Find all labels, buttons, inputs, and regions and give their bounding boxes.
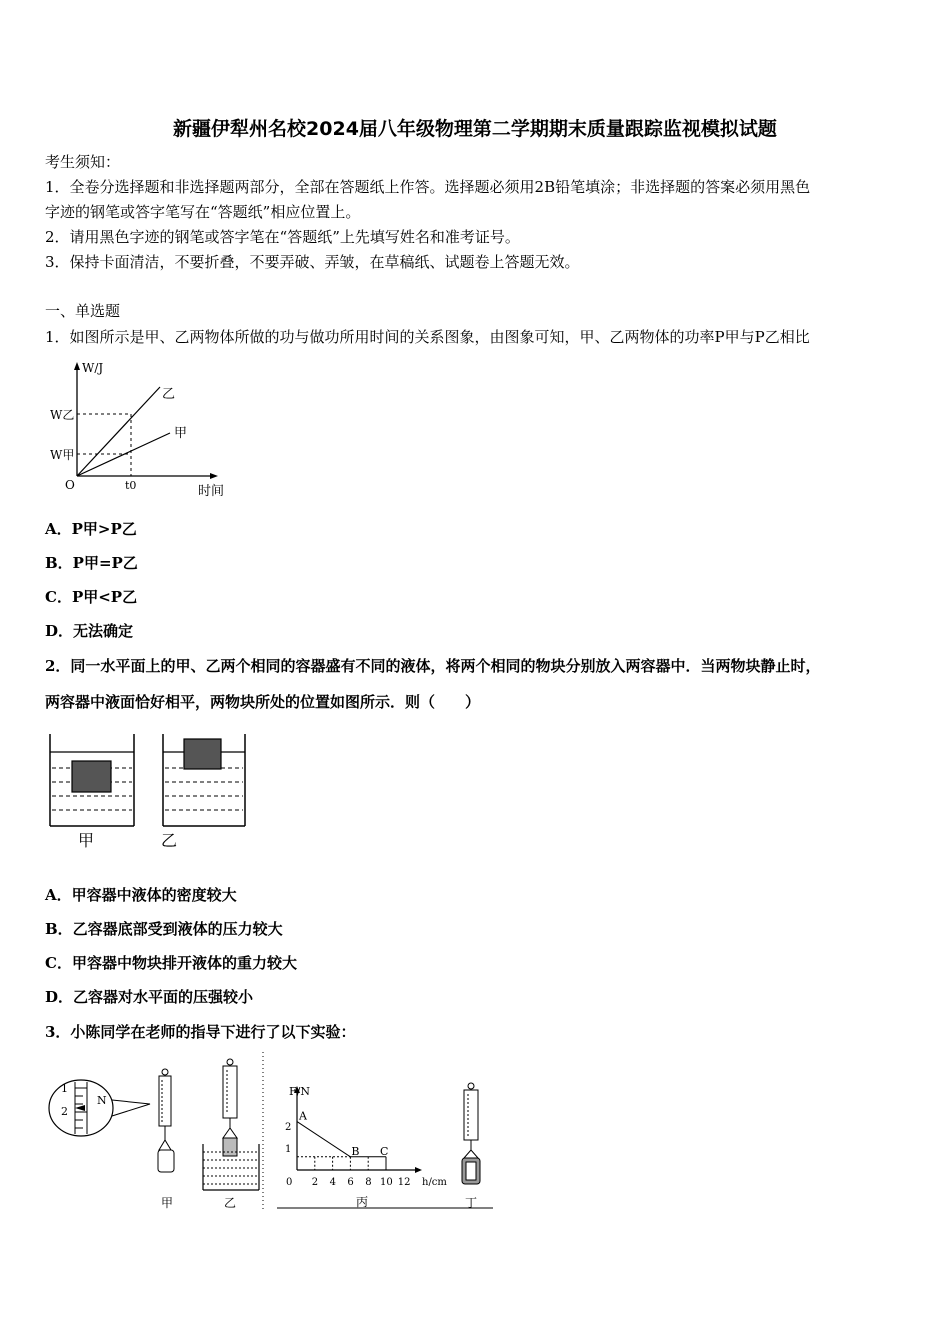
figure-label-bing: 丙	[356, 1195, 369, 1209]
graph-x-tick-12: 12	[397, 1177, 411, 1188]
q1-origin: O	[65, 478, 75, 492]
graph-x-tick-0: 0	[286, 1177, 293, 1188]
graph-x-label: h/cm	[422, 1177, 447, 1188]
q1-option-a: A．P甲>P乙	[45, 520, 137, 538]
figure-label-yi: 乙	[224, 1196, 237, 1210]
graph-x-tick-4: 4	[329, 1177, 336, 1188]
scale-tick-2: 2	[61, 1105, 68, 1118]
q1-option-d: D．无法确定	[45, 622, 134, 640]
graph-y-tick-2: 2	[285, 1122, 292, 1133]
q2-option-b: B．乙容器底部受到液体的压力较大	[45, 920, 283, 938]
graph-point-c: C	[380, 1144, 389, 1158]
q1-y-label: W/J	[82, 361, 104, 375]
figure-yi	[203, 1059, 259, 1210]
q1-line-label-jia: 甲	[174, 426, 188, 441]
q2-option-a: A．甲容器中液体的密度较大	[45, 886, 237, 904]
q2-stem-line2: 两容器中液面恰好相平，两物块所处的位置如图所示．则（ ）	[45, 693, 481, 711]
q1-option-c: C．P甲<P乙	[45, 588, 138, 606]
graph-x-tick-8: 8	[365, 1177, 372, 1188]
container-label-jia: 甲	[78, 831, 95, 850]
notice-heading: 考生须知：	[45, 153, 121, 171]
q1-t0: t0	[125, 479, 137, 492]
q3-figure	[45, 1050, 505, 1215]
q2-containers-figure	[40, 728, 260, 856]
figure-ding	[462, 1083, 480, 1210]
q1-line-label-yi: 乙	[162, 387, 176, 402]
q2-stem-line1: 2．同一水平面上的甲、乙两个相同的容器盛有不同的液体，将两个相同的物块分别放入两容器中．当两物块静止时，	[45, 657, 821, 675]
q1-w-yi: W乙	[50, 408, 75, 422]
scale-tick-1: 1	[61, 1082, 68, 1095]
graph-x-tick-6: 6	[347, 1177, 354, 1188]
notice-item-2: 2．请用黑色字迹的钢笔或答字笔在“答题纸”上先填写姓名和准考证号。	[45, 228, 520, 246]
figure-jia	[49, 1069, 174, 1210]
q1-x-label: 时间	[198, 484, 225, 499]
page-title: 新疆伊犁州名校2024届八年级物理第二学期期末质量跟踪监视模拟试题	[173, 118, 777, 140]
figure-label-ding: 丁	[465, 1196, 478, 1210]
q1-option-b: B．P甲=P乙	[45, 554, 138, 572]
q3-stem: 3．小陈同学在老师的指导下进行了以下实验：	[45, 1023, 356, 1041]
graph-y-tick-1: 1	[285, 1144, 292, 1155]
notice-item-1: 1．全卷分选择题和非选择题两部分，全部在答题纸上作答。选择题必须用2B铅笔填涂；非选择题的答案必须用黑色	[45, 178, 811, 196]
q2-option-c: C．甲容器中物块排开液体的重力较大	[45, 954, 297, 972]
scale-unit: N	[97, 1094, 107, 1107]
section-heading: 一、单选题	[45, 302, 121, 320]
q2-option-d: D．乙容器对水平面的压强较小	[45, 988, 254, 1006]
graph-x-tick-10: 10	[380, 1177, 393, 1188]
figure-bing-graph	[277, 1085, 493, 1209]
q1-w-jia: W甲	[50, 448, 75, 462]
graph-y-label: F/N	[289, 1085, 310, 1098]
graph-point-b: B	[351, 1144, 360, 1158]
q1-stem: 1．如图所示是甲、乙两物体所做的功与做功所用时间的关系图象，由图象可知，甲、乙两物体的功率P甲与P乙相比	[45, 328, 810, 346]
q1-graph	[40, 358, 240, 503]
notice-item-3: 3．保持卡面清洁，不要折叠，不要弄破、弄皱，在草稿纸、试题卷上答题无效。	[45, 253, 580, 271]
container-jia	[50, 734, 134, 826]
notice-item-1-cont: 字迹的钢笔或答字笔写在“答题纸”相应位置上。	[45, 203, 361, 221]
graph-line-ab	[297, 1122, 350, 1157]
container-yi	[163, 734, 245, 826]
graph-point-a: A	[299, 1109, 307, 1123]
graph-x-tick-2: 2	[311, 1177, 319, 1188]
container-label-yi: 乙	[161, 831, 178, 850]
figure-label-jia: 甲	[161, 1196, 174, 1210]
